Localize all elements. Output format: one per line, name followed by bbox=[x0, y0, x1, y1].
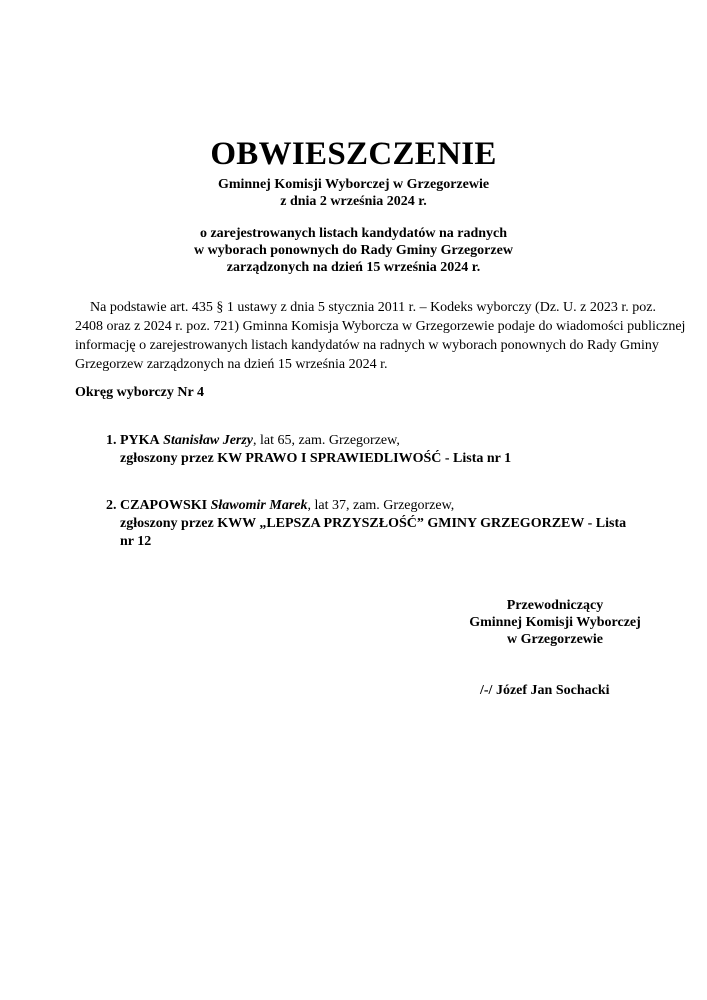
body-paragraph bbox=[75, 298, 686, 374]
document-title: OBWIESZCZENIE bbox=[210, 136, 497, 172]
candidate-nomination: zgłoszony przez KWW „LEPSZA PRZYSZŁOŚĆ” GMINY GRZEGORZEW - Lista bbox=[120, 516, 627, 531]
signature-body: Gminnej Komisji Wyborczej bbox=[469, 615, 641, 630]
body-line-2: 2408 oraz z 2024 r. poz. 721) Gminna Komisja Wyborcza w Grzegorzewie podaje do wiadomości publicznej bbox=[75, 319, 686, 334]
signature-name: /-/ Józef Jan Sochacki bbox=[480, 683, 610, 698]
candidate-nomination: zgłoszony przez KW PRAWO I SPRAWIEDLIWOŚĆ - Lista nr 1 bbox=[120, 451, 512, 466]
candidate-number: 1. bbox=[106, 433, 117, 448]
subject-line-1: o zarejestrowanych listach kandydatów na radnych bbox=[199, 226, 508, 241]
date-line: z dnia 2 września 2024 r. bbox=[280, 194, 427, 209]
subject-line-2: w wyborach ponownych do Rady Gminy Grzegorzew bbox=[194, 243, 513, 258]
district-heading: Okręg wyborczy Nr 4 bbox=[75, 385, 204, 400]
candidate-given-names: Sławomir Marek bbox=[210, 498, 308, 513]
issuer-line: Gminnej Komisji Wyborczej w Grzegorzewie bbox=[217, 177, 490, 192]
candidate-text bbox=[120, 432, 646, 468]
candidate-details: , lat 65, zam. Grzegorzew, bbox=[253, 433, 400, 448]
candidate-text bbox=[120, 497, 646, 551]
body-line-4: Grzegorzew zarządzonych na dzień 15 września 2024 r. bbox=[75, 357, 388, 372]
candidate-surname: CZAPOWSKI bbox=[120, 498, 208, 513]
body-line-3: informację o zarejestrowanych listach kandydatów na radnych w wyborach ponownych do Rady Gminy bbox=[75, 338, 659, 353]
body-line-1: Na podstawie art. 435 § 1 ustawy z dnia 5 stycznia 2011 r. – Kodeks wyborczy (Dz. U. z 2023 r. poz. bbox=[90, 300, 656, 315]
signature-place: w Grzegorzewie bbox=[507, 632, 603, 647]
candidate-details: , lat 37, zam. Grzegorzew, bbox=[307, 498, 455, 513]
candidate-given-names: Stanisław Jerzy bbox=[163, 433, 254, 448]
subject-line-3: zarządzonych na dzień 15 września 2024 r. bbox=[226, 260, 481, 275]
candidate-name-line bbox=[120, 497, 646, 515]
candidate-number: 2. bbox=[106, 498, 117, 513]
candidate-nomination-cont: nr 12 bbox=[120, 534, 152, 549]
candidate-name-line bbox=[120, 432, 646, 450]
signature-role: Przewodniczący bbox=[506, 598, 604, 613]
candidate-surname: PYKA bbox=[120, 433, 160, 448]
